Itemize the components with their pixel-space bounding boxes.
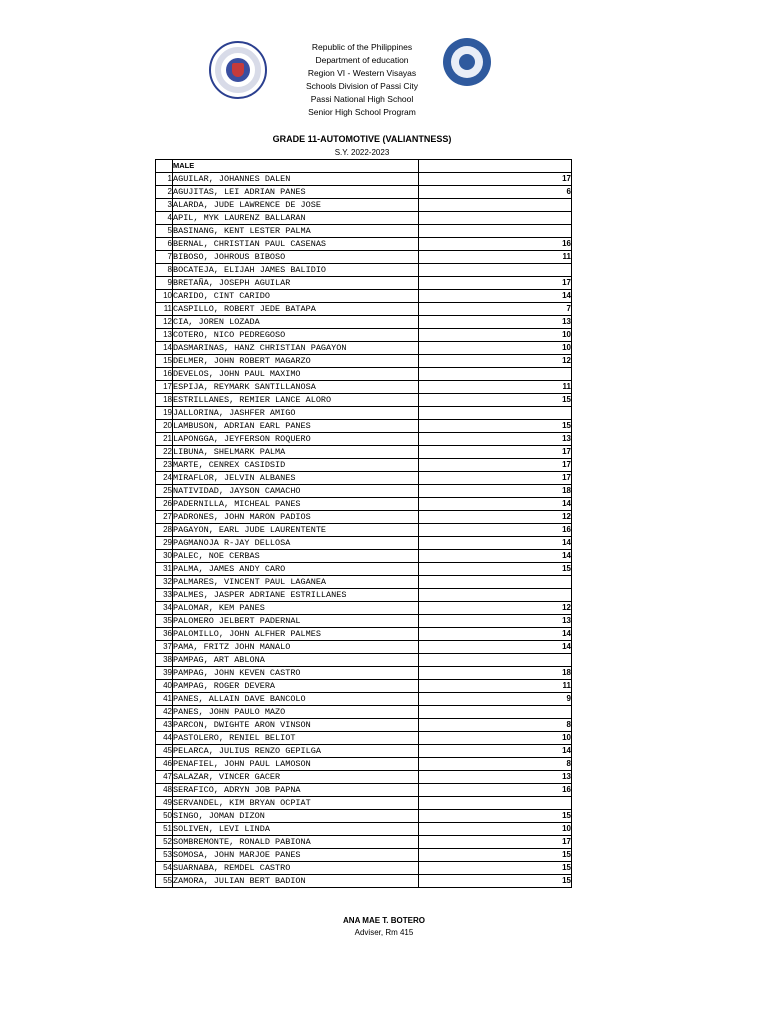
score-cell: 10: [419, 823, 572, 836]
row-number-cell: 35: [156, 615, 173, 628]
student-name-cell: BASINANG, KENT LESTER PALMA: [173, 225, 419, 238]
table-row: [156, 264, 572, 277]
document-header: [262, 41, 462, 119]
class-title: GRADE 11-AUTOMOTIVE (VALIANTNESS): [272, 134, 452, 144]
table-row: [156, 641, 572, 654]
score-cell: 14: [419, 628, 572, 641]
score-cell: 17: [419, 446, 572, 459]
row-number-cell: 43: [156, 719, 173, 732]
score-cell: [419, 407, 572, 420]
student-name-cell: PADERNILLA, MICHEAL PANES: [173, 498, 419, 511]
student-name-cell: PANES, ALLAIN DAVE BANCOLO: [173, 693, 419, 706]
score-cell: 17: [419, 173, 572, 186]
table-row: [156, 550, 572, 563]
score-cell: 16: [419, 238, 572, 251]
score-cell: [419, 589, 572, 602]
table-row: [156, 355, 572, 368]
school-year: S.Y. 2022-2023: [334, 148, 390, 157]
score-cell: 18: [419, 667, 572, 680]
row-number-cell: 1: [156, 173, 173, 186]
score-cell: 13: [419, 433, 572, 446]
student-name-cell: DASMARINAS, HANZ CHRISTIAN PAGAYON: [173, 342, 419, 355]
student-name-cell: PALOMAR, KEM PANES: [173, 602, 419, 615]
header-score-cell: [419, 160, 572, 173]
adviser-name: ANA MAE T. BOTERO: [343, 916, 425, 925]
student-name-cell: PALMA, JAMES ANDY CARO: [173, 563, 419, 576]
header-department: Department of education: [315, 55, 409, 65]
student-name-cell: CARIDO, CINT CARIDO: [173, 290, 419, 303]
row-number-cell: 40: [156, 680, 173, 693]
score-cell: 15: [419, 420, 572, 433]
table-row: [156, 173, 572, 186]
student-name-cell: PALOMERO JELBERT PADERNAL: [173, 615, 419, 628]
table-row: [156, 446, 572, 459]
table-row: [156, 251, 572, 264]
table-row: [156, 537, 572, 550]
row-number-cell: 23: [156, 459, 173, 472]
table-row: [156, 849, 572, 862]
score-cell: [419, 199, 572, 212]
student-name-cell: LAPONGGA, JEYFERSON ROQUERO: [173, 433, 419, 446]
score-cell: 14: [419, 745, 572, 758]
student-name-cell: PALMARES, VINCENT PAUL LAGANEA: [173, 576, 419, 589]
table-row: [156, 277, 572, 290]
score-cell: 17: [419, 459, 572, 472]
score-cell: 8: [419, 758, 572, 771]
signature-block: [270, 915, 498, 939]
student-name-cell: ESTRILLANES, REMIER LANCE ALORO: [173, 394, 419, 407]
score-cell: 7: [419, 303, 572, 316]
table-row: [156, 368, 572, 381]
student-name-cell: PASTOLERO, RENIEL BELIOT: [173, 732, 419, 745]
student-name-cell: PAGAYON, EARL JUDE LAURENTENTE: [173, 524, 419, 537]
row-number-cell: 6: [156, 238, 173, 251]
row-number-cell: 8: [156, 264, 173, 277]
table-row: [156, 225, 572, 238]
row-number-cell: 16: [156, 368, 173, 381]
score-cell: 14: [419, 550, 572, 563]
student-name-cell: SERAFICO, ADRYN JOB PAPNA: [173, 784, 419, 797]
row-number-cell: 5: [156, 225, 173, 238]
school-seal-logo: [443, 38, 491, 86]
row-number-cell: 3: [156, 199, 173, 212]
table-row: [156, 602, 572, 615]
student-name-cell: ZAMORA, JULIAN BERT BADION: [173, 875, 419, 888]
student-name-cell: SERVANDEL, KIM BRYAN OCPIAT: [173, 797, 419, 810]
table-row: [156, 758, 572, 771]
table-row: [156, 485, 572, 498]
student-name-cell: ALARDA, JUDE LAWRENCE DE JOSE: [173, 199, 419, 212]
row-number-cell: 39: [156, 667, 173, 680]
student-name-cell: COTERO, NICO PEDREGOSO: [173, 329, 419, 342]
table-row: [156, 394, 572, 407]
table-row: [156, 472, 572, 485]
score-cell: 16: [419, 524, 572, 537]
row-number-cell: 27: [156, 511, 173, 524]
header-division: Schools Division of Passi City: [306, 81, 418, 91]
score-cell: 10: [419, 732, 572, 745]
score-cell: 11: [419, 680, 572, 693]
student-name-cell: NATIVIDAD, JAYSON CAMACHO: [173, 485, 419, 498]
score-cell: 10: [419, 329, 572, 342]
score-cell: 15: [419, 875, 572, 888]
row-number-cell: 37: [156, 641, 173, 654]
student-roster-table: [155, 159, 572, 888]
row-number-cell: 22: [156, 446, 173, 459]
student-name-cell: APIL, MYK LAURENZ BALLARAN: [173, 212, 419, 225]
student-name-cell: PARCON, DWIGHTE ARON VINSON: [173, 719, 419, 732]
row-number-cell: 24: [156, 472, 173, 485]
table-row: [156, 784, 572, 797]
row-number-cell: 9: [156, 277, 173, 290]
student-name-cell: PALOMILLO, JOHN ALFHER PALMES: [173, 628, 419, 641]
table-row: [156, 667, 572, 680]
row-number-cell: 49: [156, 797, 173, 810]
table-row: [156, 524, 572, 537]
score-cell: 15: [419, 563, 572, 576]
row-number-cell: 42: [156, 706, 173, 719]
student-name-cell: LIBUNA, SHELMARK PALMA: [173, 446, 419, 459]
table-row: [156, 797, 572, 810]
student-name-cell: BRETAÑA, JOSEPH AGUILAR: [173, 277, 419, 290]
row-number-cell: 21: [156, 433, 173, 446]
table-row: [156, 628, 572, 641]
score-cell: [419, 654, 572, 667]
student-name-cell: PAMPAG, JOHN KEVEN CASTRO: [173, 667, 419, 680]
score-cell: 14: [419, 498, 572, 511]
student-name-cell: SUARNABA, REMDEL CASTRO: [173, 862, 419, 875]
row-number-cell: 41: [156, 693, 173, 706]
table-row: [156, 199, 572, 212]
row-number-cell: 48: [156, 784, 173, 797]
score-cell: 13: [419, 615, 572, 628]
score-cell: 15: [419, 394, 572, 407]
score-cell: 14: [419, 641, 572, 654]
score-cell: 12: [419, 355, 572, 368]
table-row: [156, 433, 572, 446]
score-cell: 12: [419, 511, 572, 524]
table-row: [156, 810, 572, 823]
score-cell: [419, 368, 572, 381]
student-name-cell: PAMA, FRITZ JOHN MANALO: [173, 641, 419, 654]
row-number-cell: 2: [156, 186, 173, 199]
row-number-cell: 54: [156, 862, 173, 875]
score-cell: [419, 576, 572, 589]
row-number-cell: 44: [156, 732, 173, 745]
score-cell: 18: [419, 485, 572, 498]
header-school: Passi National High School: [310, 94, 414, 104]
header-number-cell: [156, 160, 173, 173]
student-name-cell: CASPILLO, ROBERT JEDE BATAPA: [173, 303, 419, 316]
deped-seal-logo: [209, 41, 267, 99]
table-row: [156, 511, 572, 524]
score-cell: 11: [419, 381, 572, 394]
table-row: [156, 654, 572, 667]
row-number-cell: 53: [156, 849, 173, 862]
table-row: [156, 745, 572, 758]
student-name-cell: SALAZAR, VINCER GACER: [173, 771, 419, 784]
student-name-cell: PANES, JOHN PAULO MAZO: [173, 706, 419, 719]
score-cell: 12: [419, 602, 572, 615]
student-name-cell: AGUJITAS, LEI ADRIAN PANES: [173, 186, 419, 199]
student-name-cell: PAGMANOJA R-JAY DELLOSA: [173, 537, 419, 550]
score-cell: 10: [419, 342, 572, 355]
table-row: [156, 342, 572, 355]
score-cell: 13: [419, 771, 572, 784]
student-name-cell: MARTE, CENREX CASIDSID: [173, 459, 419, 472]
table-row: [156, 407, 572, 420]
score-cell: 15: [419, 849, 572, 862]
row-number-cell: 52: [156, 836, 173, 849]
row-number-cell: 14: [156, 342, 173, 355]
table-row: [156, 862, 572, 875]
table-row: [156, 381, 572, 394]
student-name-cell: SOMOSA, JOHN MARJOE PANES: [173, 849, 419, 862]
row-number-cell: 47: [156, 771, 173, 784]
score-cell: 6: [419, 186, 572, 199]
table-header-row: [156, 160, 572, 173]
table-row: [156, 615, 572, 628]
score-cell: 8: [419, 719, 572, 732]
score-cell: 11: [419, 251, 572, 264]
row-number-cell: 38: [156, 654, 173, 667]
table-row: [156, 329, 572, 342]
table-row: [156, 186, 572, 199]
student-name-cell: PENAFIEL, JOHN PAUL LAMOSON: [173, 758, 419, 771]
student-name-cell: CIA, JOREN LOZADA: [173, 316, 419, 329]
row-number-cell: 46: [156, 758, 173, 771]
header-region: Region VI - Western Visayas: [307, 68, 417, 78]
deped-seal-emblem: [226, 58, 250, 82]
school-seal-emblem: [451, 46, 483, 78]
student-name-cell: PALMES, JASPER ADRIANE ESTRILLANES: [173, 589, 419, 602]
row-number-cell: 12: [156, 316, 173, 329]
row-number-cell: 45: [156, 745, 173, 758]
table-row: [156, 498, 572, 511]
row-number-cell: 10: [156, 290, 173, 303]
table-row: [156, 420, 572, 433]
score-cell: [419, 706, 572, 719]
header-program: Senior High School Program: [308, 107, 416, 117]
student-name-cell: SOMBREMONTE, RONALD PABIONA: [173, 836, 419, 849]
table-row: [156, 290, 572, 303]
table-row: [156, 680, 572, 693]
roster-body: [156, 160, 572, 888]
row-number-cell: 33: [156, 589, 173, 602]
student-name-cell: BIBOSO, JOHROUS BIBOSO: [173, 251, 419, 264]
table-row: [156, 459, 572, 472]
table-row: [156, 238, 572, 251]
group-label-cell: MALE: [173, 160, 419, 173]
row-number-cell: 28: [156, 524, 173, 537]
student-name-cell: JALLORINA, JASHFER AMIGO: [173, 407, 419, 420]
score-cell: 15: [419, 862, 572, 875]
row-number-cell: 18: [156, 394, 173, 407]
score-cell: 13: [419, 316, 572, 329]
score-cell: [419, 212, 572, 225]
row-number-cell: 13: [156, 329, 173, 342]
row-number-cell: 17: [156, 381, 173, 394]
row-number-cell: 7: [156, 251, 173, 264]
score-cell: [419, 797, 572, 810]
table-row: [156, 316, 572, 329]
student-name-cell: BERNAL, CHRISTIAN PAUL CASENAS: [173, 238, 419, 251]
student-name-cell: PAMPAG, ART ABLONA: [173, 654, 419, 667]
row-number-cell: 26: [156, 498, 173, 511]
row-number-cell: 19: [156, 407, 173, 420]
row-number-cell: 11: [156, 303, 173, 316]
student-name-cell: PAMPAG, ROGER DEVERA: [173, 680, 419, 693]
table-row: [156, 771, 572, 784]
row-number-cell: 51: [156, 823, 173, 836]
score-cell: 14: [419, 290, 572, 303]
table-row: [156, 589, 572, 602]
row-number-cell: 4: [156, 212, 173, 225]
table-row: [156, 563, 572, 576]
student-name-cell: SINGO, JOMAN DIZON: [173, 810, 419, 823]
score-cell: 17: [419, 277, 572, 290]
header-republic: Republic of the Philippines: [311, 42, 413, 52]
adviser-role: Adviser, Rm 415: [354, 928, 414, 937]
row-number-cell: 15: [156, 355, 173, 368]
document-titles: [262, 133, 462, 158]
student-name-cell: AGUILAR, JOHANNES DALEN: [173, 173, 419, 186]
table-row: [156, 836, 572, 849]
row-number-cell: 25: [156, 485, 173, 498]
table-row: [156, 706, 572, 719]
table-row: [156, 693, 572, 706]
student-name-cell: DEVELOS, JOHN PAUL MAXIMO: [173, 368, 419, 381]
row-number-cell: 30: [156, 550, 173, 563]
row-number-cell: 29: [156, 537, 173, 550]
student-name-cell: PELARCA, JULIUS RENZO GEPILGA: [173, 745, 419, 758]
student-name-cell: PALEC, NOE CERBAS: [173, 550, 419, 563]
table-row: [156, 719, 572, 732]
student-name-cell: DELMER, JOHN ROBERT MAGARZO: [173, 355, 419, 368]
row-number-cell: 20: [156, 420, 173, 433]
table-row: [156, 303, 572, 316]
table-row: [156, 576, 572, 589]
score-cell: 17: [419, 836, 572, 849]
student-name-cell: SOLIVEN, LEVI LINDA: [173, 823, 419, 836]
table-row: [156, 823, 572, 836]
student-name-cell: MIRAFLOR, JELVIN ALBANES: [173, 472, 419, 485]
score-cell: 17: [419, 472, 572, 485]
score-cell: 15: [419, 810, 572, 823]
row-number-cell: 32: [156, 576, 173, 589]
student-name-cell: PADRONES, JOHN MARON PADIOS: [173, 511, 419, 524]
table-row: [156, 212, 572, 225]
student-name-cell: ESPIJA, REYMARK SANTILLANOSA: [173, 381, 419, 394]
student-name-cell: LAMBUSON, ADRIAN EARL PANES: [173, 420, 419, 433]
row-number-cell: 31: [156, 563, 173, 576]
score-cell: 14: [419, 537, 572, 550]
score-cell: 9: [419, 693, 572, 706]
row-number-cell: 55: [156, 875, 173, 888]
row-number-cell: 36: [156, 628, 173, 641]
score-cell: [419, 225, 572, 238]
table-row: [156, 732, 572, 745]
table-row: [156, 875, 572, 888]
row-number-cell: 50: [156, 810, 173, 823]
score-cell: [419, 264, 572, 277]
row-number-cell: 34: [156, 602, 173, 615]
student-name-cell: BOCATEJA, ELIJAH JAMES BALIDIO: [173, 264, 419, 277]
score-cell: 16: [419, 784, 572, 797]
